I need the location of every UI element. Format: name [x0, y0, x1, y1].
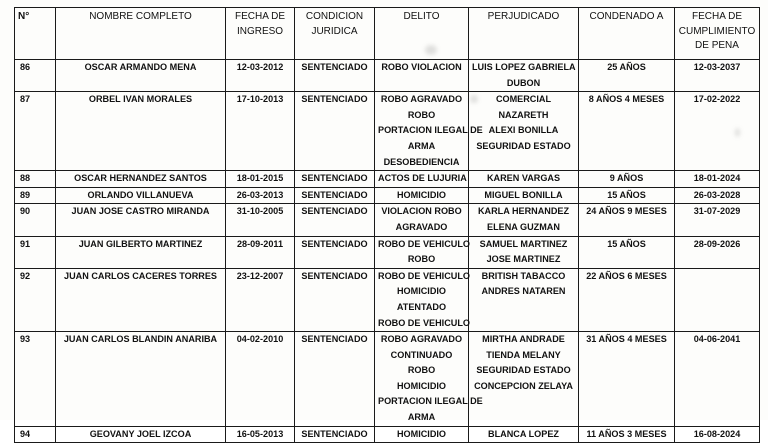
row-perjudicado-line: BRITISH TABACCO	[481, 270, 566, 281]
header-name: NOMBRE COMPLETO	[56, 8, 226, 60]
row-perjudicado-line: KAREN VARGAS	[486, 173, 561, 184]
header-num: N°	[15, 8, 56, 60]
row-delito	[375, 236, 469, 268]
row-delito-line: ROBO	[407, 365, 436, 376]
row-fecha-ingreso: 28-09-2011	[226, 236, 295, 268]
row-delito	[375, 268, 469, 331]
row-perjudicado-line: JOSE MARTINEZ	[486, 254, 561, 265]
header-line: CUMPLIMIENTO	[678, 25, 756, 37]
row-name: JUAN JOSE CASTRO MIRANDA	[56, 204, 226, 236]
row-delito	[375, 92, 483, 171]
row-delito	[375, 426, 469, 443]
row-delito	[375, 187, 469, 204]
row-delito-line: ROBO DE VEHICULO	[378, 317, 470, 328]
row-cumplimiento: 17-02-2022	[675, 92, 760, 171]
row-perjudicado-line: COMERCIAL	[495, 94, 552, 105]
row-delito-line: ROBO VIOLACION	[381, 62, 462, 72]
row-delito-line: HOMICIDIO	[396, 189, 446, 200]
row-condicion: SENTENCIADO	[295, 92, 375, 171]
row-perjudicado	[469, 187, 579, 204]
row-delito-line: ROBO DE VEHICULO	[378, 238, 470, 249]
row-number: 91	[15, 236, 56, 268]
row-cumplimiento: 16-08-2024	[675, 426, 760, 443]
row-number: 89	[15, 187, 56, 204]
row-condenado: 31 AÑOS 4 MESES	[579, 332, 675, 427]
row-perjudicado-line: LUIS LOPEZ GABRIELA	[472, 62, 576, 72]
header-condicion	[295, 8, 375, 60]
row-number: 92	[15, 268, 56, 331]
row-fecha-ingreso: 26-03-2013	[226, 187, 295, 204]
header-row	[15, 8, 760, 60]
table-row	[15, 236, 760, 268]
row-delito-line: ROBO	[407, 254, 436, 265]
row-delito-line: ATENTADO	[396, 301, 447, 312]
header-perjudicado: PERJUDICADO	[469, 8, 579, 60]
row-delito-line: CONTINUADO	[390, 349, 453, 360]
table-row	[15, 204, 760, 236]
row-perjudicado	[469, 60, 579, 92]
row-delito-line: ROBO AGRAVADO	[380, 334, 463, 345]
row-delito-line: HOMICIDIO	[396, 380, 446, 391]
row-perjudicado-line: CONCEPCION ZELAYA	[474, 380, 573, 391]
row-condicion: SENTENCIADO	[295, 171, 375, 188]
row-name: JUAN CARLOS BLANDIN ANARIBA	[56, 332, 226, 427]
row-fecha-ingreso: 12-03-2012	[226, 60, 295, 92]
row-condenado: 8 AÑOS 4 MESES	[579, 92, 675, 171]
row-perjudicado	[469, 426, 579, 443]
row-condenado: 22 AÑOS 6 MESES	[579, 268, 675, 331]
table-row	[15, 332, 760, 427]
row-number: 93	[15, 332, 56, 427]
row-fecha-ingreso: 23-12-2007	[226, 268, 295, 331]
row-perjudicado-line: NAZARETH	[498, 109, 549, 120]
header-cumplimiento	[675, 8, 760, 60]
header-delito: DELITO	[375, 8, 469, 60]
table-row	[15, 171, 760, 188]
row-cumplimiento	[675, 268, 760, 331]
row-perjudicado-line: SAMUEL MARTINEZ	[479, 238, 568, 249]
row-delito	[375, 332, 483, 427]
row-fecha-ingreso: 04-02-2010	[226, 332, 295, 427]
row-number: 87	[15, 92, 56, 171]
row-condenado: 11 AÑOS 3 MESES	[579, 426, 675, 443]
row-perjudicado	[469, 332, 579, 427]
row-delito-line: DESOBEDIENCIA	[383, 156, 460, 167]
row-condenado: 15 AÑOS	[579, 187, 675, 204]
header-line: INGRESO	[236, 25, 284, 37]
row-delito-line: HOMICIDIO	[396, 286, 446, 297]
row-cumplimiento: 26-03-2028	[675, 187, 760, 204]
row-perjudicado-line: BLANCA LOPEZ	[488, 428, 559, 439]
header-line: FECHA DE	[691, 11, 742, 22]
row-delito-line: HOMICIDIO	[396, 428, 446, 439]
row-fecha-ingreso: 18-01-2015	[226, 171, 295, 188]
row-number: 90	[15, 204, 56, 236]
row-delito-line: ACTOS DE LUJURIA	[378, 173, 467, 184]
row-perjudicado-line: MIGUEL BONILLA	[484, 189, 563, 200]
table-row	[15, 92, 760, 171]
row-delito-line: ARMA	[407, 412, 436, 423]
row-condenado: 24 AÑOS 9 MESES	[579, 204, 675, 236]
row-delito-line: AGRAVADO	[395, 221, 448, 232]
row-number: 86	[15, 60, 56, 92]
row-condicion: SENTENCIADO	[295, 426, 375, 443]
row-number: 88	[15, 171, 56, 188]
row-delito-line: ROBO	[407, 109, 436, 120]
row-perjudicado-line: SEGURIDAD ESTADO	[476, 365, 571, 376]
table-row	[15, 268, 760, 331]
row-perjudicado	[469, 92, 579, 171]
row-name: OSCAR ARMANDO MENA	[56, 60, 226, 92]
row-condicion: SENTENCIADO	[295, 268, 375, 331]
row-perjudicado-line: TIENDA MELANY	[486, 349, 561, 360]
row-cumplimiento: 18-01-2024	[675, 171, 760, 188]
row-name: ORLANDO VILLANUEVA	[56, 187, 226, 204]
row-condicion: SENTENCIADO	[295, 332, 375, 427]
table-row	[15, 187, 760, 204]
row-condicion: SENTENCIADO	[295, 204, 375, 236]
header-line: JURIDICA	[311, 25, 358, 37]
table-body	[15, 60, 760, 443]
row-delito	[375, 171, 469, 188]
header-line: FECHA DE	[234, 11, 285, 22]
row-delito-line: ARMA	[407, 140, 436, 151]
row-condenado: 15 AÑOS	[579, 236, 675, 268]
row-number: 94	[15, 426, 56, 443]
inmates-table	[14, 7, 760, 443]
row-cumplimiento: 31-07-2029	[675, 204, 760, 236]
row-delito	[375, 204, 469, 236]
row-condicion: SENTENCIADO	[295, 236, 375, 268]
row-perjudicado	[469, 171, 579, 188]
row-delito-line: ROBO AGRAVADO	[380, 94, 463, 105]
row-condenado: 25 AÑOS	[579, 60, 675, 92]
table-row	[15, 60, 760, 92]
row-cumplimiento: 12-03-2037	[675, 60, 760, 92]
row-fecha-ingreso: 17-10-2013	[226, 92, 295, 171]
row-delito-line: ROBO DE VEHICULO	[378, 270, 470, 281]
row-name: ORBEL IVAN MORALES	[56, 92, 226, 171]
row-perjudicado	[469, 204, 579, 236]
row-cumplimiento: 04-06-2041	[675, 332, 760, 427]
row-perjudicado-line: SEGURIDAD ESTADO	[476, 140, 571, 151]
row-perjudicado	[469, 236, 579, 268]
row-perjudicado-line: ELENA GUZMAN	[487, 221, 560, 232]
row-condenado: 9 AÑOS	[579, 171, 675, 188]
header-condenado: CONDENADO A	[579, 8, 675, 60]
row-perjudicado-line: ALEXI BONILLA	[488, 125, 559, 136]
row-condicion: SENTENCIADO	[295, 60, 375, 92]
header-line: DE PENA	[695, 40, 739, 51]
row-fecha-ingreso: 31-10-2005	[226, 204, 295, 236]
row-name: JUAN CARLOS CACERES TORRES	[56, 268, 226, 331]
row-delito-line: PORTACION ILEGAL DE	[378, 396, 483, 407]
row-perjudicado	[469, 268, 579, 331]
header-line: CONDICION	[305, 11, 364, 22]
row-perjudicado-line: MIRTHA ANDRADE	[482, 334, 565, 345]
row-delito	[375, 60, 469, 92]
row-delito-line: VIOLACION ROBO	[381, 206, 462, 217]
row-name: JUAN GILBERTO MARTINEZ	[56, 236, 226, 268]
row-perjudicado-line: KARLA HERNANDEZ	[477, 206, 570, 217]
row-perjudicado-line: DUBON	[506, 77, 541, 88]
row-name: OSCAR HERNANDEZ SANTOS	[56, 171, 226, 188]
row-name: GEOVANY JOEL IZCOA	[56, 426, 226, 443]
header-ingreso	[226, 8, 295, 60]
row-condicion: SENTENCIADO	[295, 187, 375, 204]
row-fecha-ingreso: 16-05-2013	[226, 426, 295, 443]
row-cumplimiento: 28-09-2026	[675, 236, 760, 268]
row-perjudicado-line: ANDRES NATAREN	[481, 286, 566, 297]
row-delito-line: PORTACION ILEGAL DE	[378, 125, 483, 136]
table-row	[15, 426, 760, 443]
